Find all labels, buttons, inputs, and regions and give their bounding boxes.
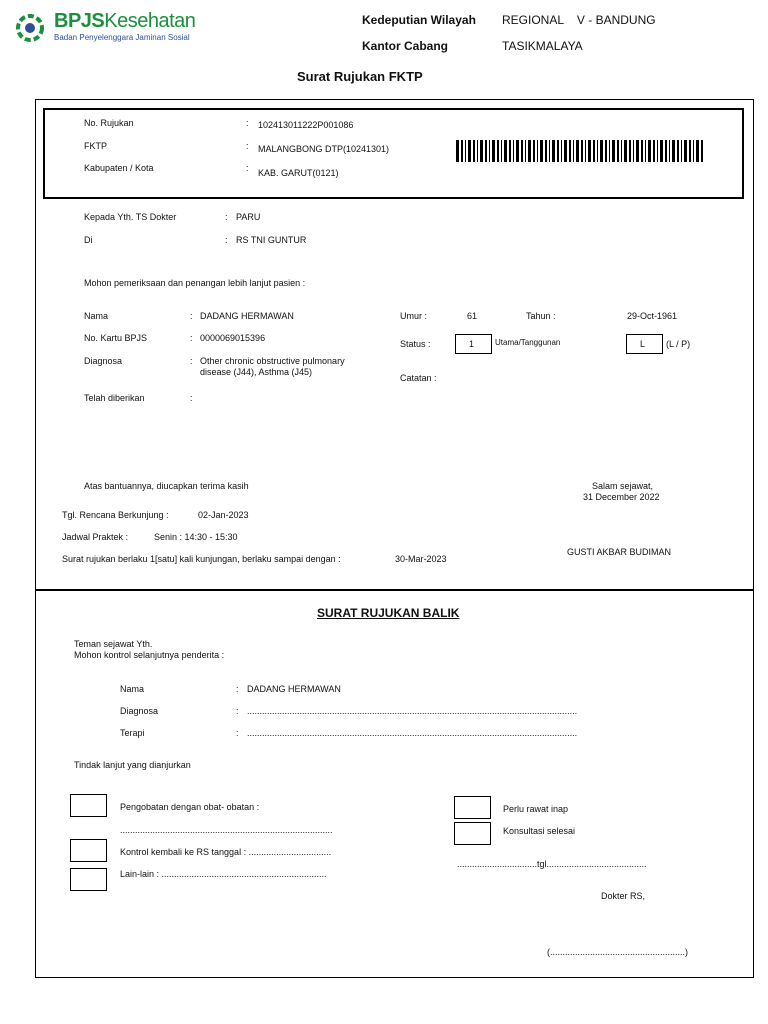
diagnosa-label: Diagnosa [84,356,123,366]
dokter-name: GUSTI AKBAR BUDIMAN [567,547,672,557]
berlaku-value: 30-Mar-2023 [395,554,447,564]
barcode-icon [456,140,704,162]
nama-label: Nama [84,311,109,321]
balik-title: SURAT RUJUKAN BALIK [317,606,460,620]
balik-diagnosa-dots: .................................................................................................................................... [247,706,578,716]
kantor-label: Kantor Cabang [362,39,449,53]
mohon-kontrol-text: Mohon kontrol selanjutnya penderita : [74,650,225,660]
kartu-label: No. Kartu BPJS [84,333,148,343]
pengobatan-label: Pengobatan dengan obat- obatan : [120,802,260,812]
rencana-label: Tgl. Rencana Berkunjung : [62,510,169,520]
signature-line: (......................................................) [547,947,689,957]
umur-label: Umur : [400,311,427,321]
status-label: Status : [400,339,431,349]
kontrol-label: Kontrol kembali ke RS tanggal : ................................. [120,847,332,857]
berlaku-label: Surat rujukan berlaku 1[satu] kali kunjungan, berlaku sampai dengan : [62,554,341,564]
terima-kasih-text: Atas bantuannya, diucapkan terima kasih [84,481,249,491]
kabupaten-value: KAB. GARUT(0121) [258,168,339,178]
kedeputian-value: REGIONAL V - BANDUNG [502,13,656,27]
logo-brand: BPJSKesehatan [54,10,196,32]
kepada-label: Kepada Yth. TS Dokter [84,212,177,222]
balik-terapi-dots: .................................................................................................................................... [247,728,578,738]
rawat-inap-checkbox[interactable] [454,796,491,819]
no-rujukan-value: 102413011222P001086 [258,120,354,130]
status-desc: Utama/Tanggunan [495,338,561,347]
sex-desc: (L / P) [666,339,691,349]
kontrol-checkbox[interactable] [70,839,107,862]
pengobatan-dots: ..................................................................................... [120,825,333,835]
salam-text: Salam sejawat, [592,481,654,491]
dokter-rs-label: Dokter RS, [601,891,646,901]
logo-tagline: Badan Penyelenggara Jaminan Sosial [54,33,190,42]
catatan-label: Catatan : [400,373,437,383]
di-value: RS TNI GUNTUR [236,235,307,245]
kepada-value: PARU [236,212,261,222]
balik-diagnosa-label: Diagnosa [120,706,159,716]
tgl-line: ................................tgl........................................ [457,859,647,869]
status-value: 1 [469,339,475,349]
pengobatan-checkbox[interactable] [70,794,107,817]
jadwal-value: Senin : 14:30 - 15:30 [154,532,238,542]
kartu-value: 0000069015396 [200,333,266,343]
lain-lain-label: Lain-lain : .................................................................. [120,869,327,879]
jadwal-label: Jadwal Praktek : [62,532,129,542]
sex-value: L [640,339,646,349]
kantor-value: TASIKMALAYA [502,39,583,53]
rencana-value: 02-Jan-2023 [198,510,249,520]
fktp-label: FKTP [84,141,108,151]
tindak-lanjut-text: Tindak lanjut yang dianjurkan [74,760,191,770]
nama-value: DADANG HERMAWAN [200,311,294,321]
no-rujukan-label: No. Rujukan [84,118,134,128]
fktp-value: MALANGBONG DTP(10241301) [258,144,390,154]
lain-lain-checkbox[interactable] [70,868,107,891]
diagnosa-line-2: disease (J44), Asthma (J45) [200,367,313,377]
umur-value: 61 [467,311,478,321]
page-title: Surat Rujukan FKTP [297,69,423,84]
tanggal-surat: 31 December 2022 [583,492,660,502]
telah-diberikan-label: Telah diberikan [84,393,145,403]
kabupaten-label: Kabupaten / Kota [84,163,154,173]
di-label: Di [84,235,93,245]
kedeputian-label: Kedeputian Wilayah [362,13,476,27]
intro-text: Mohon pemeriksaan dan penangan lebih lanjut pasien : [84,278,306,288]
bpjs-logo-icon [16,14,44,42]
konsultasi-label: Konsultasi selesai [503,826,576,836]
balik-nama-value: DADANG HERMAWAN [247,684,341,694]
tahun-value: 29-Oct-1961 [627,311,678,321]
diagnosa-line-1: Other chronic obstructive pulmonary [200,356,345,366]
konsultasi-checkbox[interactable] [454,822,491,845]
tahun-label: Tahun : [526,311,556,321]
balik-terapi-label: Terapi [120,728,145,738]
teman-text: Teman sejawat Yth. [74,639,153,649]
balik-nama-label: Nama [120,684,145,694]
rawat-inap-label: Perlu rawat inap [503,804,569,814]
